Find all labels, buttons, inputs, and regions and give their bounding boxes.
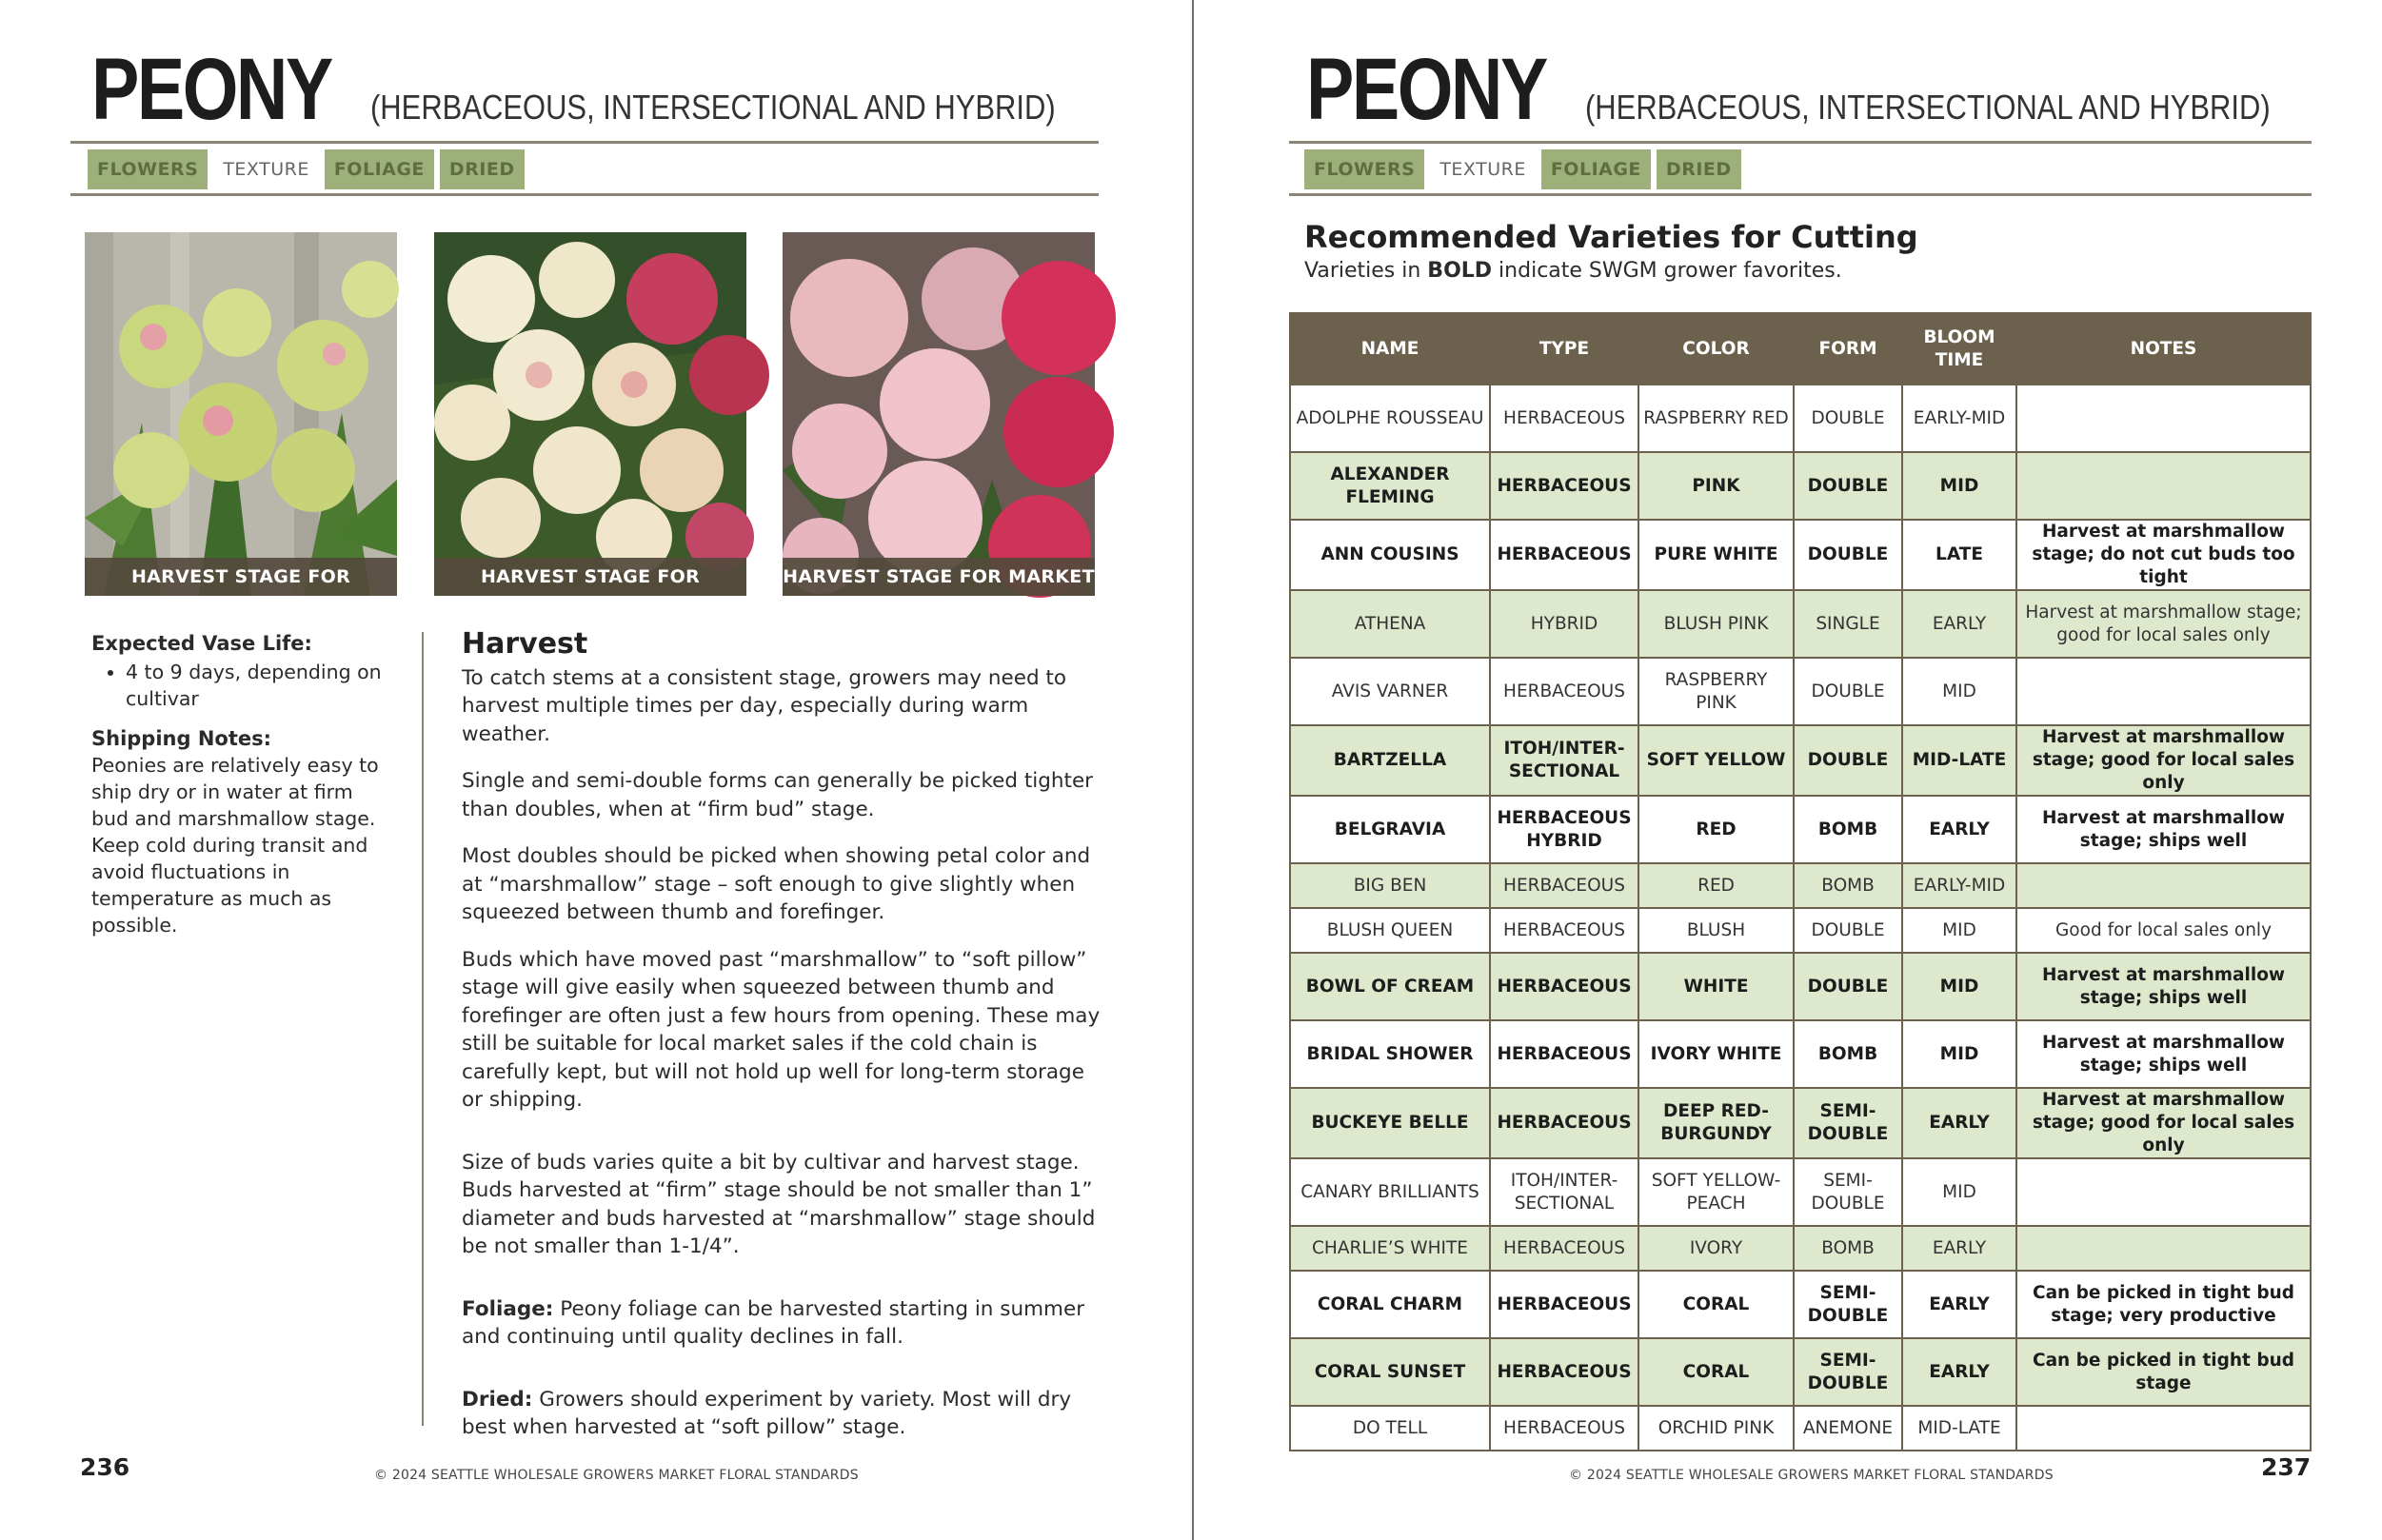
cell-notes: Harvest at marshmallow stage; ships well bbox=[2016, 953, 2311, 1020]
harvest-heading: Harvest bbox=[462, 627, 588, 661]
table-row bbox=[1290, 1271, 2311, 1338]
cell-notes bbox=[2016, 863, 2311, 908]
cell-form: SEMI-DOUBLE bbox=[1794, 1338, 1902, 1406]
cell-bloom: MID bbox=[1902, 908, 2016, 953]
table-row bbox=[1290, 1226, 2311, 1271]
peony-buds-cream-image bbox=[434, 232, 746, 596]
cell-notes: Harvest at marshmallow stage; good for local sales only bbox=[2016, 1088, 2311, 1158]
cell-name: BOWL OF CREAM bbox=[1290, 953, 1490, 1020]
cell-bloom: EARLY bbox=[1902, 1226, 2016, 1271]
cell-type: HERBACEOUS bbox=[1490, 1020, 1638, 1088]
dried-paragraph bbox=[462, 1386, 1104, 1442]
cell-bloom: MID-LATE bbox=[1902, 725, 2016, 796]
note-text: indicate SWGM grower favorites. bbox=[1492, 259, 1842, 283]
right-page bbox=[1194, 0, 2380, 1540]
cell-color: BLUSH bbox=[1638, 908, 1794, 953]
cell-form: SEMI-DOUBLE bbox=[1794, 1088, 1902, 1158]
cell-bloom: EARLY bbox=[1902, 796, 2016, 863]
shipping-text: Peonies are relatively easy to ship dry or in water at firm bud and marshmallow stage. Keep cold during transit and avoid fluctuations in temperature as much as possible. bbox=[91, 754, 379, 937]
cell-color: RASPBERRY PINK bbox=[1638, 658, 1794, 725]
column-header: BLOOM TIME bbox=[1902, 313, 2016, 385]
cell-name: BELGRAVIA bbox=[1290, 796, 1490, 863]
table-row bbox=[1290, 1088, 2311, 1158]
cell-bloom: MID bbox=[1902, 452, 2016, 520]
cell-type: HERBACEOUS bbox=[1490, 1271, 1638, 1338]
photo-caption: HARVEST STAGE FOR SHIPPING bbox=[85, 558, 397, 596]
page-subtitle: (HERBACEOUS, INTERSECTIONAL AND HYBRID) bbox=[370, 88, 1056, 127]
cell-name: BLUSH QUEEN bbox=[1290, 908, 1490, 953]
cell-bloom: LATE bbox=[1902, 520, 2016, 590]
photo-grocery-stage bbox=[434, 232, 746, 625]
column-header: TYPE bbox=[1490, 313, 1638, 385]
table-row bbox=[1290, 1338, 2311, 1406]
dried-label: Dried: bbox=[462, 1387, 533, 1412]
cell-type: HERBACEOUS bbox=[1490, 953, 1638, 1020]
cell-form: DOUBLE bbox=[1794, 953, 1902, 1020]
cell-bloom: MID bbox=[1902, 658, 2016, 725]
cell-type: HERBACEOUS bbox=[1490, 658, 1638, 725]
vase-life-list bbox=[91, 659, 396, 712]
table-body bbox=[1290, 385, 2311, 1451]
copyright: © 2024 SEATTLE WHOLESALE GROWERS MARKET FLORAL STANDARDS bbox=[374, 1468, 859, 1483]
column-header: COLOR bbox=[1638, 313, 1794, 385]
table-row bbox=[1290, 658, 2311, 725]
cell-bloom: MID bbox=[1902, 1020, 2016, 1088]
cell-notes bbox=[2016, 1226, 2311, 1271]
cell-name: CORAL CHARM bbox=[1290, 1271, 1490, 1338]
tab-dried[interactable]: DRIED bbox=[1657, 149, 1741, 189]
page-number: 236 bbox=[80, 1453, 130, 1481]
cell-name: ALEXANDER FLEMING bbox=[1290, 452, 1490, 520]
cell-bloom: MID-LATE bbox=[1902, 1406, 2016, 1451]
cell-form: BOMB bbox=[1794, 796, 1902, 863]
cell-color: IVORY WHITE bbox=[1638, 1020, 1794, 1088]
cell-type: ITOH/INTER-SECTIONAL bbox=[1490, 725, 1638, 796]
peony-buds-green-image bbox=[85, 232, 397, 596]
foliage-text: Peony foliage can be harvested starting in summer and continuing until quality declines in fall. bbox=[462, 1296, 1085, 1349]
cell-name: AVIS VARNER bbox=[1290, 658, 1490, 725]
cell-form: ANEMONE bbox=[1794, 1406, 1902, 1451]
varieties-table bbox=[1289, 312, 2312, 1451]
tab-flowers[interactable]: FLOWERS bbox=[1304, 149, 1424, 189]
cell-type: HERBACEOUS bbox=[1490, 1338, 1638, 1406]
photo-caption: HARVEST STAGE FOR MARKET bbox=[783, 558, 1095, 596]
cell-form: DOUBLE bbox=[1794, 385, 1902, 452]
cell-color: WHITE bbox=[1638, 953, 1794, 1020]
harvest-paragraph: Size of buds varies quite a bit by cultivar and harvest stage. Buds harvested at “firm” stage should be not smaller than 1” diameter and buds harvested at “marshmallow” stage should be not smaller than 1-1/4”. bbox=[462, 1150, 1096, 1258]
cell-name: ADOLPHE ROUSSEAU bbox=[1290, 385, 1490, 452]
cell-notes: Harvest at marshmallow stage; ships well bbox=[2016, 796, 2311, 863]
table-row bbox=[1290, 796, 2311, 863]
cell-notes: Harvest at marshmallow stage; do not cut buds too tight bbox=[2016, 520, 2311, 590]
cell-form: SEMI-DOUBLE bbox=[1794, 1158, 1902, 1226]
cell-color: DEEP RED-BURGUNDY bbox=[1638, 1088, 1794, 1158]
cell-name: CANARY BRILLIANTS bbox=[1290, 1158, 1490, 1226]
category-tabs bbox=[88, 149, 525, 189]
cell-notes: Good for local sales only bbox=[2016, 908, 2311, 953]
cell-notes bbox=[2016, 452, 2311, 520]
table-row bbox=[1290, 385, 2311, 452]
cell-bloom: EARLY bbox=[1902, 590, 2016, 658]
tab-flowers[interactable]: FLOWERS bbox=[88, 149, 208, 189]
cell-form: SINGLE bbox=[1794, 590, 1902, 658]
cell-form: DOUBLE bbox=[1794, 658, 1902, 725]
cell-notes: Harvest at marshmallow stage; good for local sales only bbox=[2016, 725, 2311, 796]
cell-bloom: EARLY-MID bbox=[1902, 385, 2016, 452]
section-title: Recommended Varieties for Cutting bbox=[1304, 219, 1918, 255]
cell-form: DOUBLE bbox=[1794, 908, 1902, 953]
cell-notes bbox=[2016, 658, 2311, 725]
table-row bbox=[1290, 1020, 2311, 1088]
page-title: PEONY bbox=[91, 41, 331, 138]
table-row bbox=[1290, 520, 2311, 590]
cell-notes: Can be picked in tight bud stage bbox=[2016, 1338, 2311, 1406]
table-row bbox=[1290, 953, 2311, 1020]
cell-color: PINK bbox=[1638, 452, 1794, 520]
tab-texture[interactable]: TEXTURE bbox=[223, 159, 309, 180]
page-header bbox=[91, 41, 1167, 138]
cell-color: RED bbox=[1638, 863, 1794, 908]
shipping-heading: Shipping Notes: bbox=[91, 727, 272, 750]
cell-type: HERBACEOUS bbox=[1490, 385, 1638, 452]
cell-name: BIG BEN bbox=[1290, 863, 1490, 908]
table-header-row bbox=[1290, 313, 2311, 385]
note-bold: BOLD bbox=[1427, 259, 1493, 283]
table-row bbox=[1290, 590, 2311, 658]
dried-text: Growers should experiment by variety. Most will dry best when harvested at “soft pillow” stage. bbox=[462, 1387, 1072, 1439]
cell-type: HERBACEOUS HYBRID bbox=[1490, 796, 1638, 863]
cell-color: SOFT YELLOW-PEACH bbox=[1638, 1158, 1794, 1226]
header-rule-bottom bbox=[1289, 193, 2312, 196]
cell-name: CHARLIE’S WHITE bbox=[1290, 1226, 1490, 1271]
harvest-paragraph: To catch stems at a consistent stage, growers may need to harvest multiple times per day, especially during warm weather. bbox=[462, 665, 1067, 746]
cell-type: HERBACEOUS bbox=[1490, 520, 1638, 590]
page-number: 237 bbox=[2261, 1453, 2312, 1481]
photo-market-stage bbox=[783, 232, 1095, 596]
column-divider bbox=[422, 632, 424, 1426]
section-note bbox=[1304, 259, 1842, 283]
cell-type: HERBACEOUS bbox=[1490, 1406, 1638, 1451]
copyright: © 2024 SEATTLE WHOLESALE GROWERS MARKET FLORAL STANDARDS bbox=[1569, 1468, 2054, 1483]
cell-notes: Harvest at marshmallow stage; good for local sales only bbox=[2016, 590, 2311, 658]
cell-color: IVORY bbox=[1638, 1226, 1794, 1271]
tab-texture[interactable]: TEXTURE bbox=[1439, 159, 1526, 180]
header-rule-bottom bbox=[70, 193, 1099, 196]
column-header: FORM bbox=[1794, 313, 1902, 385]
category-tabs bbox=[1304, 149, 1741, 189]
foliage-paragraph bbox=[462, 1295, 1104, 1352]
table-row bbox=[1290, 725, 2311, 796]
cell-color: CORAL bbox=[1638, 1338, 1794, 1406]
tab-dried[interactable]: DRIED bbox=[440, 149, 525, 189]
cell-type: ITOH/INTER-SECTIONAL bbox=[1490, 1158, 1638, 1226]
photo-caption: HARVEST STAGE FOR GROCERY bbox=[434, 558, 746, 596]
photo-shipping-stage bbox=[85, 232, 397, 625]
cell-bloom: MID bbox=[1902, 1158, 2016, 1226]
cell-type: HERBACEOUS bbox=[1490, 1226, 1638, 1271]
harvest-paragraph: Most doubles should be picked when showing petal color and at “marshmallow” stage – soft enough to give slightly when squeezed between thumb and forefinger. bbox=[462, 844, 1091, 924]
peony-blooms-pink-image bbox=[783, 232, 1095, 596]
cell-type: HERBACEOUS bbox=[1490, 908, 1638, 953]
column-header: NAME bbox=[1290, 313, 1490, 385]
cell-notes bbox=[2016, 1406, 2311, 1451]
cell-name: BUCKEYE BELLE bbox=[1290, 1088, 1490, 1158]
cell-form: DOUBLE bbox=[1794, 725, 1902, 796]
care-notes bbox=[91, 630, 396, 938]
harvest-paragraph: Buds which have moved past “marshmallow” to “soft pillow” stage will give easily when squeezed between thumb and forefinger are often just a few hours from opening. These may still be suitable for local market sales if the cold chain is carefully kept, but will not hold up well for long-term storage or shipping. bbox=[462, 947, 1101, 1112]
cell-name: CORAL SUNSET bbox=[1290, 1338, 1490, 1406]
cell-bloom: EARLY bbox=[1902, 1338, 2016, 1406]
foliage-label: Foliage: bbox=[462, 1296, 554, 1321]
page-header bbox=[1306, 41, 2382, 138]
table-row bbox=[1290, 1406, 2311, 1451]
header-rule-top bbox=[1289, 141, 2312, 144]
cell-color: PURE WHITE bbox=[1638, 520, 1794, 590]
cell-color: SOFT YELLOW bbox=[1638, 725, 1794, 796]
harvest-section bbox=[462, 627, 1104, 1461]
cell-color: RASPBERRY RED bbox=[1638, 385, 1794, 452]
header-rule-top bbox=[70, 141, 1099, 144]
page-subtitle: (HERBACEOUS, INTERSECTIONAL AND HYBRID) bbox=[1585, 88, 2271, 127]
cell-form: SEMI-DOUBLE bbox=[1794, 1271, 1902, 1338]
table-row bbox=[1290, 1158, 2311, 1226]
cell-name: DO TELL bbox=[1290, 1406, 1490, 1451]
cell-bloom: EARLY bbox=[1902, 1271, 2016, 1338]
page-title: PEONY bbox=[1306, 41, 1546, 138]
table-row bbox=[1290, 452, 2311, 520]
cell-bloom: EARLY bbox=[1902, 1088, 2016, 1158]
cell-notes bbox=[2016, 1158, 2311, 1226]
cell-name: ANN COUSINS bbox=[1290, 520, 1490, 590]
cell-notes: Harvest at marshmallow stage; ships well bbox=[2016, 1020, 2311, 1088]
cell-name: BARTZELLA bbox=[1290, 725, 1490, 796]
cell-bloom: EARLY-MID bbox=[1902, 863, 2016, 908]
cell-color: RED bbox=[1638, 796, 1794, 863]
tab-foliage[interactable]: FOLIAGE bbox=[325, 149, 434, 189]
cell-form: BOMB bbox=[1794, 1020, 1902, 1088]
cell-color: ORCHID PINK bbox=[1638, 1406, 1794, 1451]
column-header: NOTES bbox=[2016, 313, 2311, 385]
cell-type: HYBRID bbox=[1490, 590, 1638, 658]
cell-type: HERBACEOUS bbox=[1490, 1088, 1638, 1158]
cell-notes: Can be picked in tight bud stage; very productive bbox=[2016, 1271, 2311, 1338]
table-row bbox=[1290, 863, 2311, 908]
cell-type: HERBACEOUS bbox=[1490, 863, 1638, 908]
harvest-paragraph: Single and semi-double forms can generally be picked tighter than doubles, when at “firm bud” stage. bbox=[462, 769, 1094, 821]
cell-color: BLUSH PINK bbox=[1638, 590, 1794, 658]
cell-form: DOUBLE bbox=[1794, 452, 1902, 520]
cell-notes bbox=[2016, 385, 2311, 452]
note-text: Varieties in bbox=[1304, 259, 1428, 283]
cell-form: BOMB bbox=[1794, 863, 1902, 908]
vase-life-heading: Expected Vase Life: bbox=[91, 632, 312, 655]
cell-bloom: MID bbox=[1902, 953, 2016, 1020]
cell-form: DOUBLE bbox=[1794, 520, 1902, 590]
cell-color: CORAL bbox=[1638, 1271, 1794, 1338]
cell-name: BRIDAL SHOWER bbox=[1290, 1020, 1490, 1088]
tab-foliage[interactable]: FOLIAGE bbox=[1541, 149, 1651, 189]
cell-name: ATHENA bbox=[1290, 590, 1490, 658]
cell-form: BOMB bbox=[1794, 1226, 1902, 1271]
table-row bbox=[1290, 908, 2311, 953]
cell-type: HERBACEOUS bbox=[1490, 452, 1638, 520]
vase-life-item: • 4 to 9 days, depending on cultivar bbox=[126, 659, 396, 712]
